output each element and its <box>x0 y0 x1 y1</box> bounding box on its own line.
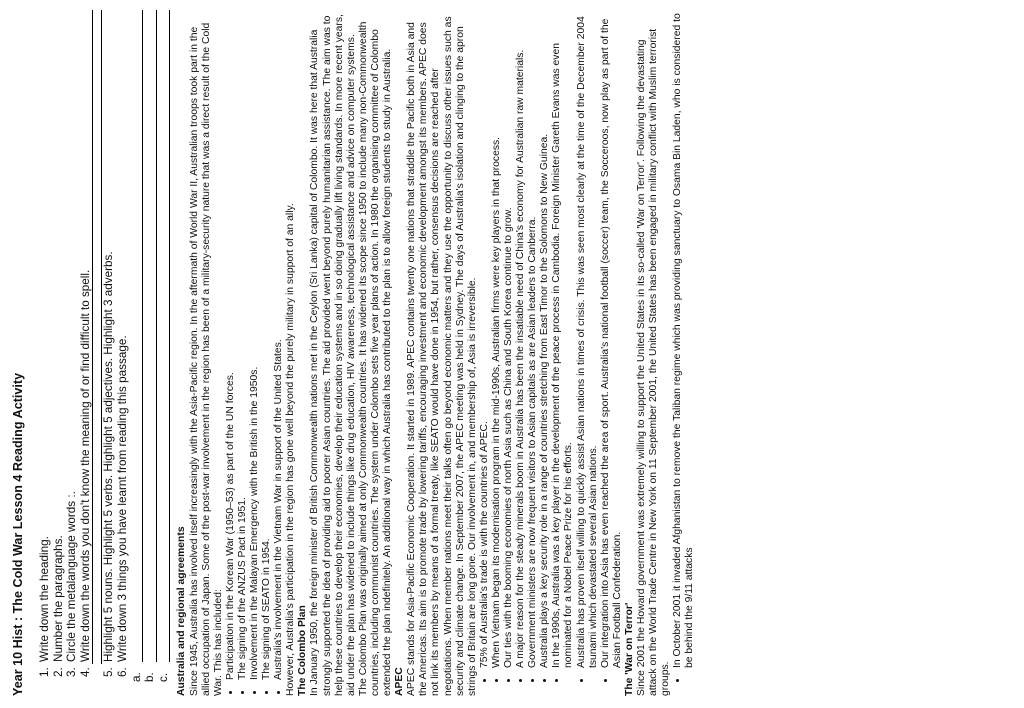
answer-line-b[interactable] <box>143 10 157 682</box>
section-heading: The Colombo Plan <box>297 605 309 696</box>
list-item: • Government ministers are now frequent visitors to Asian capitals as are Asian leaders to Canberra. <box>527 10 539 670</box>
bullet-list <box>225 10 285 696</box>
list-item: • When Vietnam began its modernisation program in the mid-1990s, Australian firms were key players in that process. <box>491 10 503 670</box>
task-list-part-two <box>102 10 129 696</box>
task-item: 1. Write down the heading. <box>38 10 52 664</box>
list-item: • Our ties with the booming economies of north Asia such as China and South Korea continue to grow. <box>503 10 515 670</box>
section-heading: APEC <box>394 667 406 696</box>
list-item: • Australia has proven itself willing to quickly assist Asian nations in times of crisis. This was seen most clearly at the time of the December 2004 tsunami which devastated several Asian nations. <box>576 10 600 670</box>
paragraph: APEC stands for Asia-Pacific Economic Cooperation. It started in 1989. APEC contains twenty one nations that straddle the Pacific both in Asia and the Americas. Its aim is to promote trade by lowering tariffs, encouraging investment and economic development amongst its members. APEC does not link its members by means of a formal treaty, like SEATO would have done in 1954, but rather, consensus decisions are reached after negotiations. When member nations meet their talks often go beyond economic matters and they use the opportunity to discuss other issues such as security and climate change. In September 2007, the APEC meeting was held in Sydney. The days of Australia's isolation and clinging to the apron strings of Britain are long gone. Our involvement in, and membership of, Asia is irreversible. <box>406 16 478 696</box>
list-item: • In October 2001 it invaded Afghanistan to remove the Taliban regime which was providing sanctuary to Osama Bin Laden, who is considered to be behind the 9/11 attacks <box>672 10 696 670</box>
list-item: • The signing of the ANZUS Pact in 1951. <box>237 10 249 682</box>
section-heading: The 'War on Terror' <box>623 602 635 696</box>
task-list-part-one <box>38 10 92 696</box>
list-item: • Our integration into Asia has even reached the area of sport. Australia's national football (soccer) team, the Socceroos, now play as part of the Asian Football Confederation. <box>600 10 624 670</box>
list-item: • The signing of SEATO in 1954. <box>261 10 273 682</box>
answer-letter: c. <box>156 672 170 682</box>
task-item: 5. Highlight 5 nouns. Highlight 5 verbs. Highlight 5 adjectives. Highlight 3 adverbs. <box>102 10 116 664</box>
paragraph: Since 1945, Australia has involved itself increasingly with the Asia-Pacific region. In the aftermath of World War II, Australian troops took part in the allied occupation of Japan. Some of the post-war involvement in the region has been of a military-security nature that was a direct result of the Cold War. This has included: <box>188 22 224 696</box>
section-heading: Australia and regional agreements <box>176 526 188 696</box>
paragraph: In January 1950, the foreign minister of British Commonwealth nations met in the Ceylon (Sri Lanka) capital of Colombo. It was here that Australia strongly supported the idea of providing aid to poorer Asian countries. The aid provided went beyond purely humanitarian assistance. The aim was to help these countries to develop their economies, develop their education systems and in so doing gradually lift living standards. In more recent years, aid under the plan has widened to include things like drug education, HIV awareness, technological assistance and advice on computer systems. <box>309 14 357 696</box>
answer-letter: a. <box>129 672 143 682</box>
answer-blank[interactable] <box>145 10 157 662</box>
task-item: 2. Number the paragraphs. <box>52 10 66 664</box>
section-regional-agreements <box>176 10 696 696</box>
answer-line-a[interactable] <box>130 10 144 682</box>
task-item: 4. Write down the words you don't know the meaning of or find difficult to spell. <box>79 10 93 664</box>
list-item: • In the 1990s, Australia was a key player in the development of the peace process in Cambodia. Foreign Minister Gareth Evans was even nominated for a Nobel Peace Prize for his efforts. <box>551 10 575 670</box>
list-item: • Australia plays a key security role in a range of countries stretching from East Timor to the Solomons to New Guinea. <box>539 10 551 670</box>
paragraph: The Colombo Plan was originally aimed at only Commonwealth countries. It has widened its scope since 1950 to include many non-Commonwealth countries, including communist countries. The system under Colombo sets five year plans of action. In 1980 the organising committee of Colombo extended the plan indefinitely. An additional way in which Australia has contributed to the plan is to allow foreign students to study in Australia. <box>357 21 394 696</box>
bullet-list <box>479 10 624 696</box>
list-item: • Participation in the Korean War (1950–53) as part of the UN forces. <box>225 10 237 682</box>
bullet-list <box>672 10 696 696</box>
answer-blank[interactable] <box>131 10 143 662</box>
list-item: • 75% of Australia's trade is with the countries of APEC. <box>479 10 491 670</box>
paragraph: Since 2001 the Howard government was extremely willing to support the United States in its so-called 'War on Terror'. Following the devastating attack on the World Trade Centre in New York on 11 September 2001, the United States has been engaged in military conflict with Muslim terrorist groups. <box>636 28 672 696</box>
list-item: • A major reason for the steady minerals boom in Australia has been the insatiable need of China's economy for Australian raw materials. <box>515 10 527 670</box>
list-item: • Involvement in the Malayan Emergency with the British in the 1950s. <box>249 10 261 682</box>
answer-line-c[interactable] <box>157 10 171 682</box>
answer-letter: b. <box>143 672 157 682</box>
task-item: 6. Write down 3 things you have learnt from reading this passage. <box>116 10 130 664</box>
answer-blank[interactable] <box>158 10 170 662</box>
page-title: Year 10 Hist : The Cold War Lesson 4 Reading Activity <box>11 372 25 696</box>
list-item: • Australia's involvement in the Vietnam War in support of the United States. <box>273 10 285 682</box>
task-item: 3. Circle the metalanguage words :. <box>65 10 79 664</box>
paragraph: However, Australia's participation in the region has gone well beyond the purely military in support of an ally. <box>285 203 297 696</box>
